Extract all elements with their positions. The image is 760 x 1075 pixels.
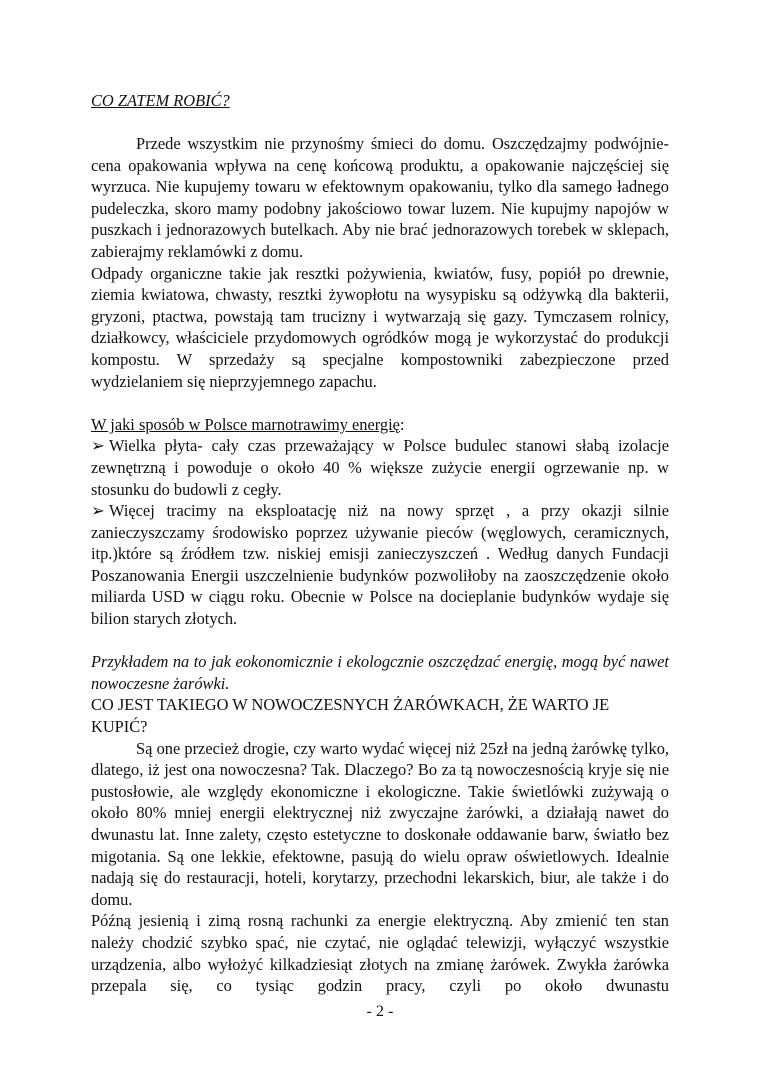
spacer xyxy=(91,630,669,652)
bullet-text: Wielka płyta- cały czas przeważający w Polsce budulec stanowi słabą izolacje zewnętrzną i powoduje o około 40 % większe zużycie energii ogrzewanie np. w stosunku do budowli z cegły. xyxy=(91,436,669,499)
bullet-item-large-panel xyxy=(91,435,669,500)
section-heading: CO ZATEM ROBIĆ? xyxy=(91,91,230,110)
paragraph-organic-waste: Odpady organiczne takie jak resztki pożywienia, kwiatów, fusy, popiół po drewnie, ziemia kwiatowa, chwasty, resztki żywopłotu na wysypisku są odżywką dla bakterii, gryzoni, ptactwa, powstają tam trucizny i wytwarzają się gazy. Tymczasem rolnicy, działkowcy, właściciele przydomowych ogródków mogą je wykorzystać do produkcji kompostu. W sprzedaży są specjalne kompostowniki zabezpieczone przed wydzielaniem się nieprzyjemnego zapachu. xyxy=(91,263,669,391)
energy-heading-colon: : xyxy=(399,414,405,434)
energy-waste-heading xyxy=(91,414,669,436)
paragraph-packaging: Przede wszystkim nie przynośmy śmieci do domu. Oszczędzajmy podwójnie- cena opakowania wpływa na cenę końcową produktu, a opakowanie najczęściej się wyrzuca. Nie kupujemy towaru w efektownym opakowaniu, tylko dla samego ładnego pudeleczka, skoro mamy podobny jakościowo towar luzem. Nie kupujmy napojów w puszkach i jednorazowych butelkach. Aby nie brać jednorazowych torebek w sklepach, zabierajmy reklamówki z domu. xyxy=(91,134,669,261)
bullet-item-exploitation xyxy=(91,500,669,630)
arrow-bullet-icon: ➢ xyxy=(91,501,105,521)
page-number: - 2 - xyxy=(366,1003,394,1020)
bullet-text: Więcej tracimy na eksploatację niż na nowy sprzęt , a przy okazji silnie zanieczyszczamy środowisko poprzez używanie pieców (węglowych, ceramicznych, itp.)które są źródłem tzw. niskiej emisji zanieczyszczeń . Według danych Fundacji Poszanowania Energii uszczelnienie budynków pozwoliłoby na zaoszczędzenie około miliarda USD w ciągu roku. Obecnie w Polsce na docieplanie budynków wydaje się bilion starych złotych. xyxy=(91,501,669,629)
italic-intro: Przykładem na to jak eokonomicznie i ekologcznie oszczędzać energię, mogą być nawet nowoczesne żarówki. xyxy=(91,652,669,693)
paragraph-bills: Późną jesienią i zimą rosną rachunki za energie elektryczną. Aby zmienić ten stan należy chodzić szybko spać, nie czytać, nie oglądać telewizji, wyłączyć wszystkie urządzenia, albo wyłożyć kilkadziesiąt złotych na zmianę żarówek. Zwykła żarówka przepala się, co tysiąc godzin pracy, czyli po około dwunastu xyxy=(91,911,669,996)
paragraph-bulbs: Są one przecież drogie, czy warto wydać więcej niż 25zł na jedną żarówkę tylko, dlatego, iż jest ona nowoczesna? Tak. Dlaczego? Bo za tą nowoczesnością kryje się nie pustosłowie, ale względy ekonomiczne i ekologiczne. Takie świetlówki zużywają o około 80% mniej energii elektrycznej niż zwyczajne żarówki, a działają nawet do dwunastu lat. Inne zalety, często estetyczne to doskonałe oddawanie barw, światło bez migotania. Są one lekkie, efektowne, pasują do wielu opraw oświetlowych. Idealnie nadają się do restauracji, hoteli, korytarzy, przechodni lekarskich, biur, ale także i do domu. xyxy=(91,738,669,909)
spacer xyxy=(91,392,669,414)
caps-question: CO JEST TAKIEGO W NOWOCZESNYCH ŻARÓWKACH, ŻE WARTO JE KUPIĆ? xyxy=(91,695,610,737)
arrow-bullet-icon: ➢ xyxy=(91,436,105,456)
document-page xyxy=(91,90,669,997)
energy-heading-text: W jaki sposób w Polsce marnotrawimy energię xyxy=(91,414,400,434)
